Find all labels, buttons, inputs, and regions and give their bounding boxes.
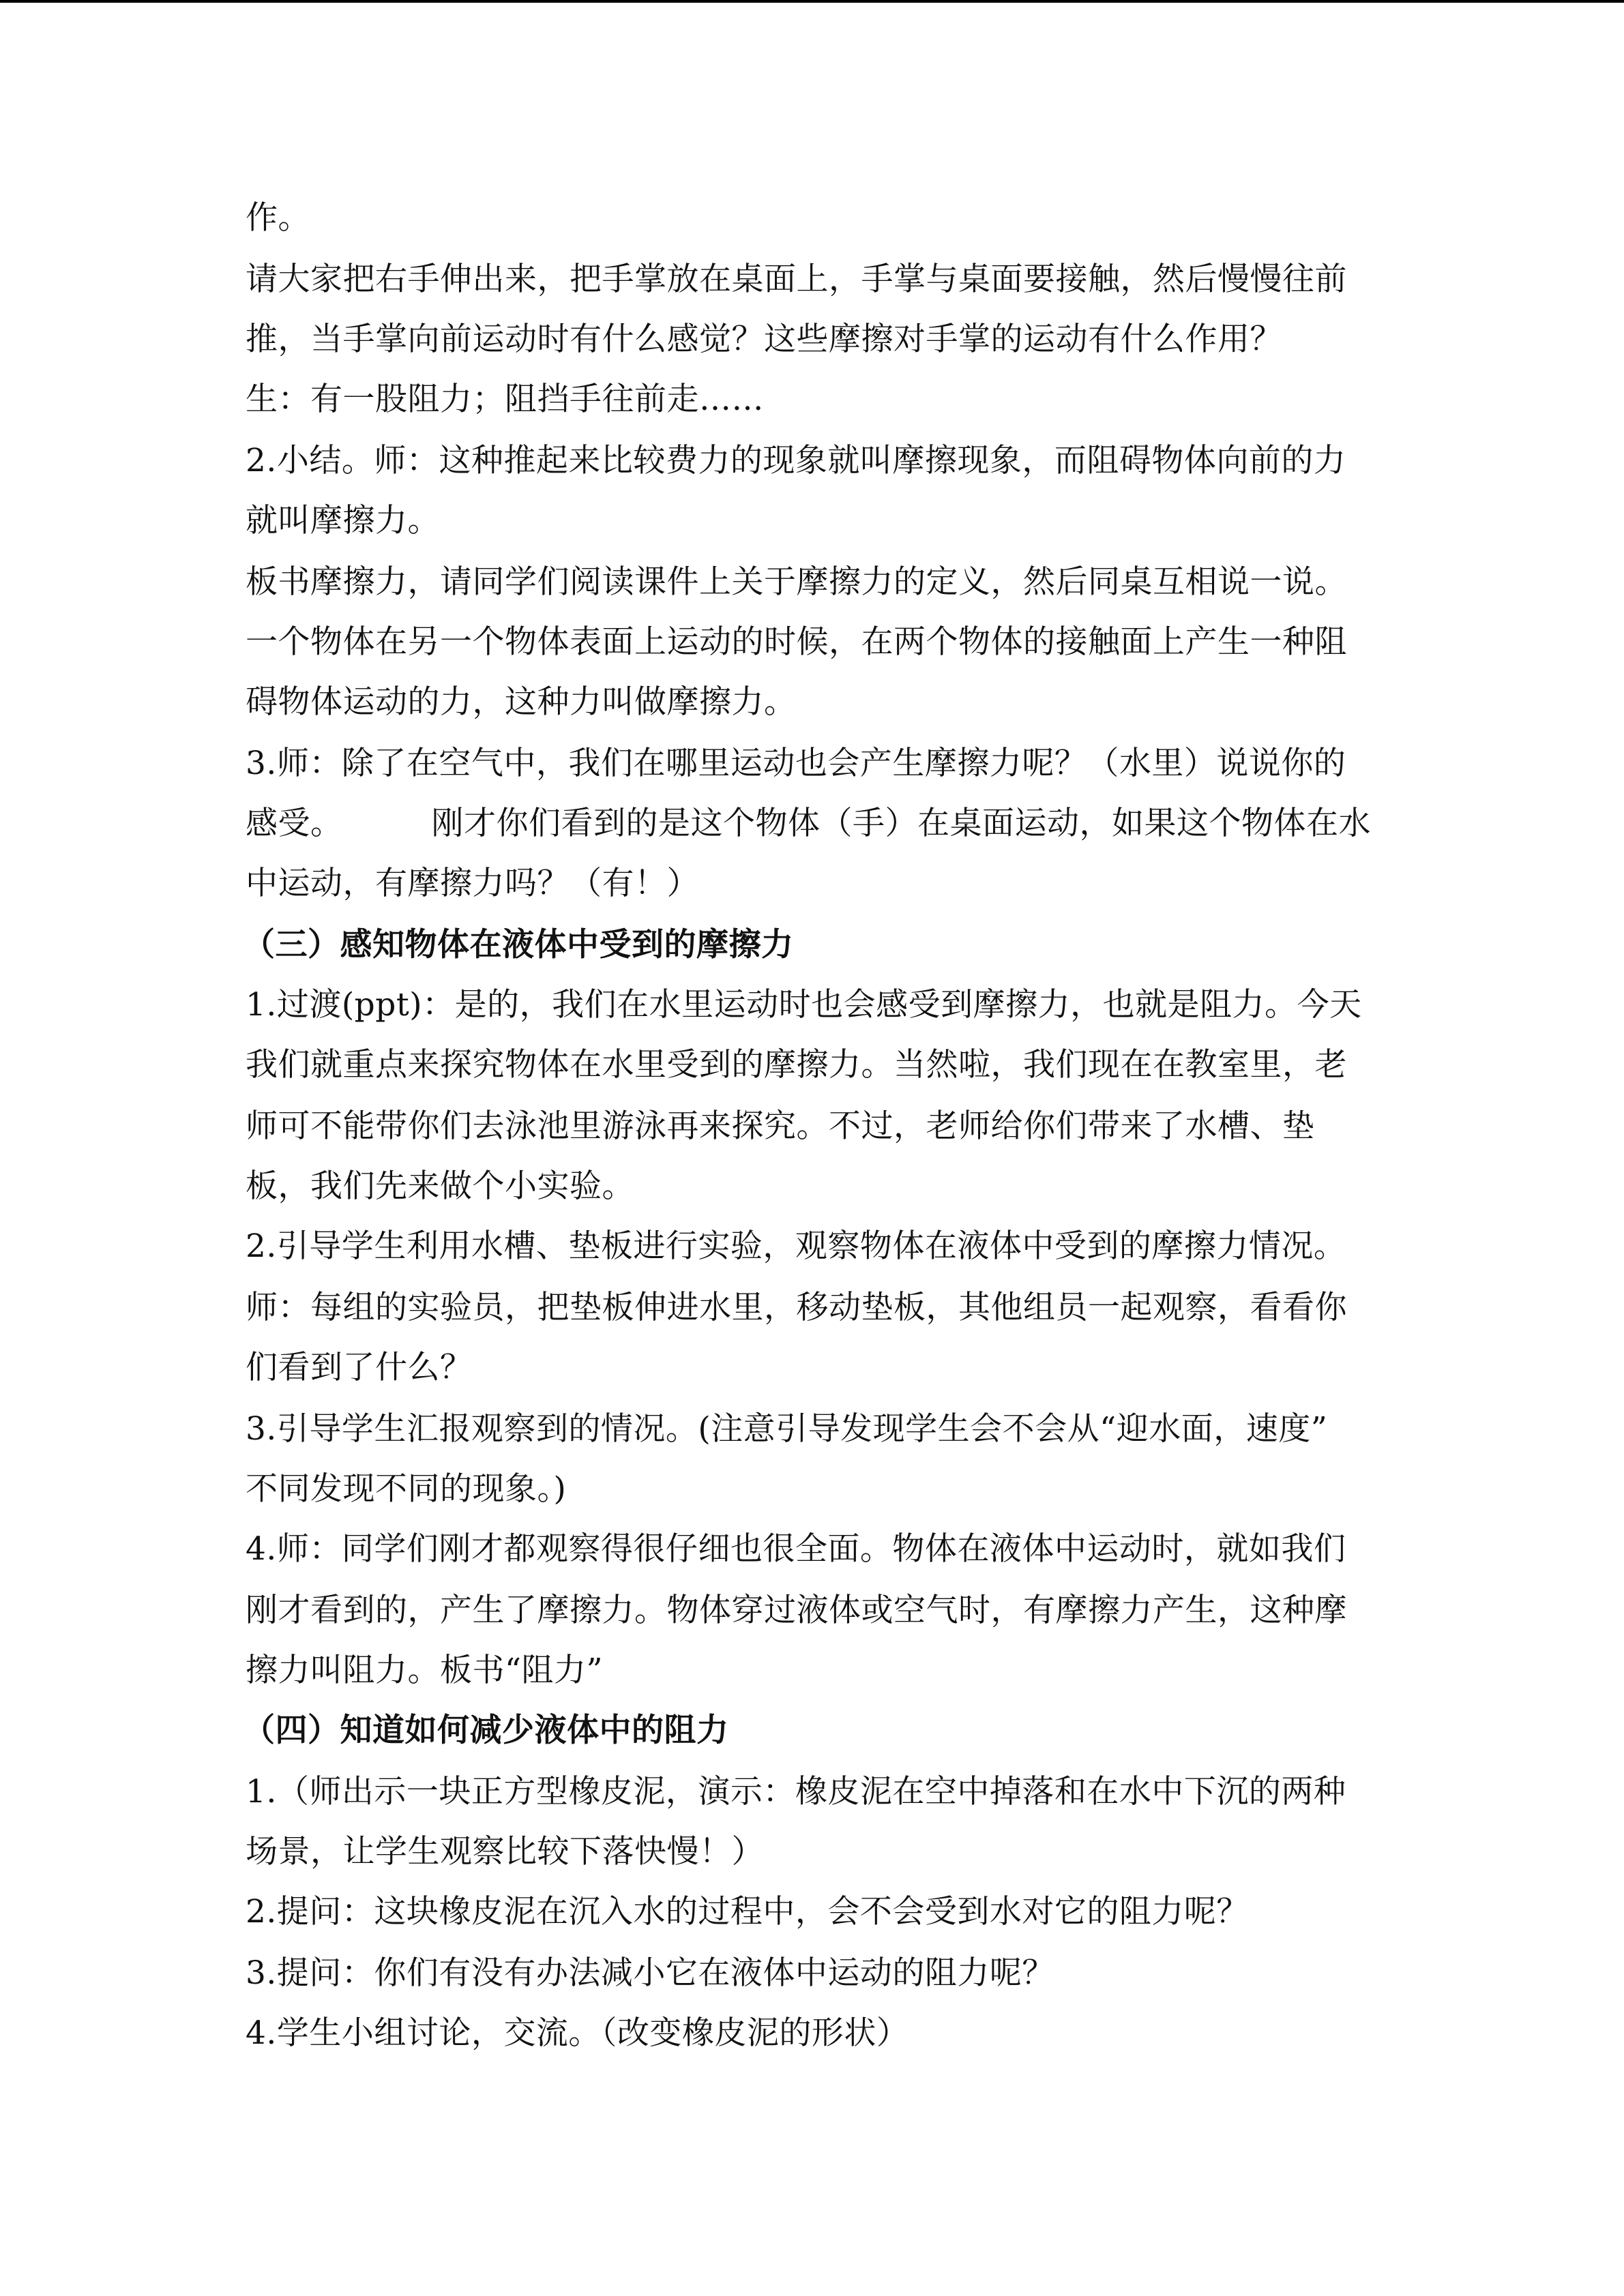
text-line: 就叫摩擦力。 (246, 502, 440, 539)
text-line-compound (246, 803, 1371, 844)
text-line: 3.引导学生汇报观察到的情况。(注意引导发现学生会不会从“迎水面，速度” (246, 1410, 1328, 1448)
text-line: 不同发现不同的现象。) (246, 1470, 567, 1508)
text-line: 请大家把右手伸出来，把手掌放在桌面上，手掌与桌面要接触，然后慢慢往前 (246, 260, 1347, 298)
text-line: 擦力叫阻力。板书“阻力” (246, 1652, 604, 1689)
section-heading: （三）感知物体在液体中受到的摩擦力 (243, 926, 794, 964)
section-heading: （四）知道如何减少液体中的阻力 (243, 1712, 729, 1749)
page-top-border (0, 0, 1624, 3)
text-line: 板，我们先来做个小实验。 (246, 1167, 634, 1205)
text-line: 师可不能带你们去泳池里游泳再来探究。不过，老师给你们带来了水槽、垫 (246, 1107, 1315, 1145)
text-line: 1.过渡(ppt)：是的，我们在水里运动时也会感受到摩擦力，也就是阻力。今天 (246, 986, 1362, 1024)
text-line: 场景，让学生观察比较下落快慢！） (246, 1833, 764, 1870)
text-line: 4.师：同学们刚才都观察得很仔细也很全面。物体在液体中运动时，就如我们 (246, 1530, 1346, 1568)
text-line: 们看到了什么？ (246, 1349, 473, 1386)
text-line: 我们就重点来探究物体在水里受到的摩擦力。当然啦，我们现在在教室里，老 (246, 1046, 1347, 1084)
text-line: 2.小结。师：这种推起来比较费力的现象就叫摩擦现象，而阻碍物体向前的力 (246, 442, 1346, 479)
text-line: 板书摩擦力，请同学们阅读课件上关于摩擦力的定义，然后同桌互相说一说。 (246, 563, 1347, 601)
text-line: 碍物体运动的力，这种力叫做摩擦力。 (246, 683, 797, 721)
text-line: 作。 (246, 199, 310, 237)
text-line: 刚才看到的，产生了摩擦力。物体穿过液体或空气时，有摩擦力产生，这种摩 (246, 1592, 1347, 1629)
text-line: 1.（师出示一块正方型橡皮泥，演示：橡皮泥在空中掉落和在水中下沉的两种 (246, 1773, 1346, 1810)
text-line: 一个物体在另一个物体表面上运动的时候，在两个物体的接触面上产生一种阻 (246, 623, 1347, 661)
text-line: 3.提问：你们有没有办法减小它在液体中运动的阻力呢？ (246, 1954, 1054, 1992)
text-fragment: 感受。 (246, 805, 343, 842)
text-line: 2.提问：这块橡皮泥在沉入水的过程中，会不会受到水对它的阻力呢？ (246, 1893, 1249, 1930)
text-line: 师：每组的实验员，把垫板伸进水里，移动垫板，其他组员一起观察，看看你 (246, 1289, 1347, 1326)
text-line: 生：有一股阻力；阻挡手往前走…… (246, 381, 764, 418)
text-line: 4.学生小组讨论，交流。（改变橡皮泥的形状） (246, 2014, 909, 2052)
text-line: 3.师：除了在空气中，我们在哪里运动也会产生摩擦力呢？（水里）说说你的 (246, 745, 1346, 782)
text-line: 推，当手掌向前运动时有什么感觉？这些摩擦对手掌的运动有什么作用？ (246, 320, 1282, 358)
text-fragment: 刚才你们看到的是这个物体（手）在桌面运动，如果这个物体在水 (431, 805, 1371, 842)
text-line: 2.引导学生利用水槽、垫板进行实验，观察物体在液体中受到的摩擦力情况。 (246, 1227, 1346, 1265)
text-line: 中运动，有摩擦力吗？（有！） (246, 865, 699, 902)
